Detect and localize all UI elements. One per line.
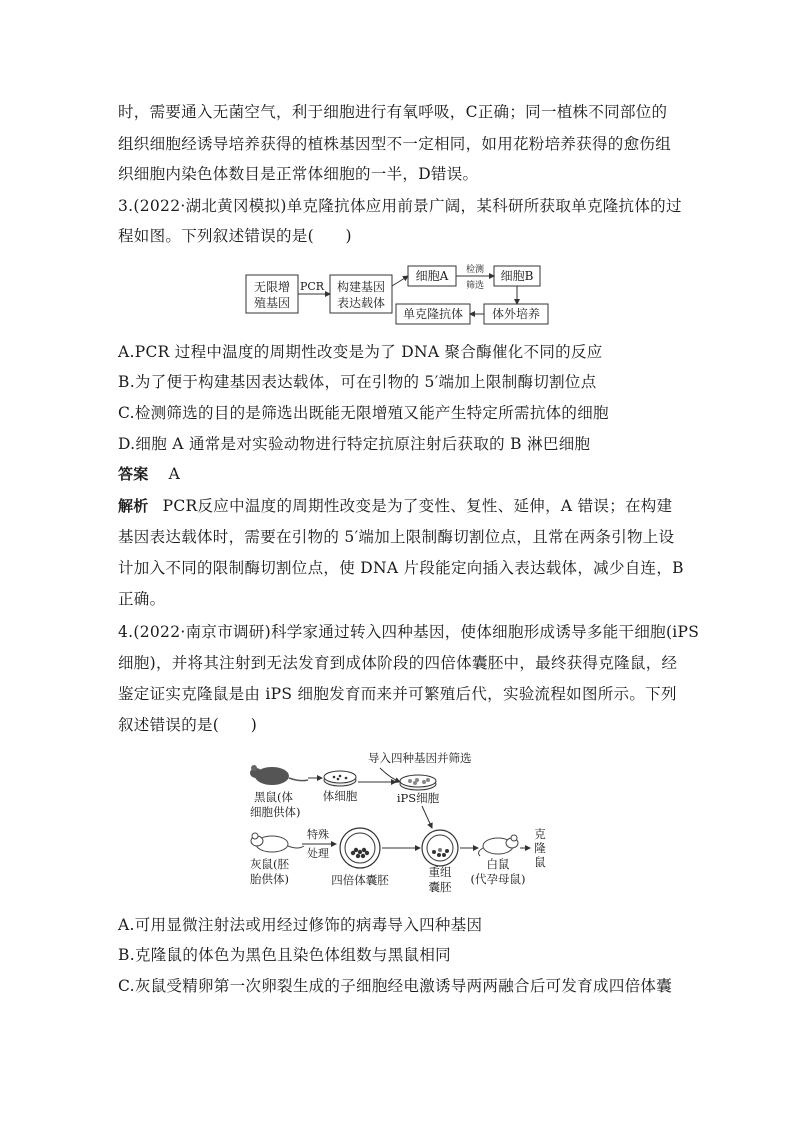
- petri-dish-icon: [400, 775, 436, 790]
- text-line: 时，需要通入无菌空气，利于细胞进行有氧呼吸，C正确；同一植株不同部位的: [118, 103, 668, 121]
- answer-line: [118, 464, 180, 484]
- arrow: [422, 806, 432, 828]
- diagram-label: 灰鼠(胚: [250, 857, 289, 871]
- box-label: 无限增: [253, 280, 291, 294]
- option-b: B.为了便于构建基因表达载体，可在引物的 5′端加上限制酶切割位点: [118, 373, 597, 391]
- arrow-label: 筛选: [465, 281, 485, 291]
- diagram-label: 鼠: [534, 855, 546, 869]
- box-label: 单克隆抗体: [402, 307, 464, 321]
- option-c: C.灰鼠受精卵第一次卵裂生成的子细胞经电激诱导两两融合后可发育成四倍体囊: [118, 977, 673, 995]
- explanation-line: [118, 496, 672, 516]
- diagram-label: 重组: [428, 865, 452, 879]
- question-3-stem: 3.(2022·湖北黄冈模拟)单克隆抗体应用前景广阔，某科研所获取单克隆抗体的过: [118, 197, 682, 215]
- option-a: A.PCR 过程中温度的周期性改变是为了 DNA 聚合酶催化不同的反应: [118, 343, 603, 361]
- box-label: 细胞A: [415, 269, 449, 283]
- diagram-label: 细胞供体): [250, 805, 301, 819]
- diagram-label: 囊胚: [428, 880, 452, 894]
- diagram-label: iPS细胞: [396, 791, 440, 805]
- explanation-label: 解析: [118, 497, 149, 515]
- petri-dish-icon: [324, 771, 356, 786]
- arrow: [380, 768, 400, 782]
- gray-mouse-icon: [251, 833, 304, 852]
- white-mouse-icon: [479, 835, 518, 856]
- question-4-stem: 叙述错误的是( ): [118, 716, 258, 734]
- diagram-label: 白鼠: [486, 857, 510, 871]
- blastocyst-icon: [340, 828, 380, 868]
- recombined-blastocyst-icon: [422, 830, 458, 866]
- question-4-stem: 鉴定证实克隆鼠是由 iPS 细胞发育而来并可繁殖后代，实验流程如图所示。下列: [118, 685, 677, 703]
- diagram-label: 四倍体囊胚: [331, 873, 389, 887]
- arrow-label: 特殊: [307, 828, 329, 841]
- diagram-label: 体细胞: [322, 789, 358, 803]
- flow-diagram-monoclonal: [240, 262, 560, 330]
- explanation-line: 正确。: [118, 590, 166, 608]
- diagram-label: 胎供体): [250, 872, 289, 886]
- text-line: 织细胞内染色体数目是正常体细胞的一半，D错误。: [118, 165, 479, 183]
- flow-diagram-clone-mouse: [240, 746, 560, 896]
- answer-value: A: [168, 465, 181, 483]
- black-mouse-icon: [250, 765, 308, 785]
- question-3-stem: 程如图。下列叙述错误的是( ): [118, 227, 352, 245]
- option-a: A.可用显微注射法或用经过修饰的病毒导入四种基因: [118, 916, 483, 934]
- option-d: D.细胞 A 通常是对实验动物进行特定抗原注射后获取的 B 淋巴细胞: [118, 435, 591, 453]
- box-label: 体外培养: [491, 307, 541, 321]
- box-label: 殖基因: [253, 296, 291, 310]
- diagram-label: (代孕母鼠): [470, 872, 526, 886]
- option-b: B.克隆鼠的体色为黑色且染色体组数与黑鼠相同: [118, 946, 451, 964]
- arrow-label: 处理: [307, 847, 329, 860]
- box-label: 细胞B: [500, 269, 534, 283]
- explanation-text: PCR反应中温度的周期性改变是为了变性、复性、延伸，A 错误；在构建: [162, 497, 673, 515]
- explanation-line: 基因表达载体时，需要在引物的 5′端加上限制酶切割位点，且常在两条引物上设: [118, 528, 675, 546]
- arrow-label: PCR: [299, 280, 325, 293]
- arrow: [392, 276, 408, 286]
- diagram-label: 黑鼠(体: [254, 790, 293, 804]
- explanation-line: 计加入不同的限制酶切割位点，使 DNA 片段能定向插入表达载体，减少自连，B: [118, 559, 684, 577]
- diagram-label: 克: [534, 827, 546, 841]
- answer-label: 答案: [118, 465, 149, 483]
- text-line: 组织细胞经诱导培养获得的植株基因型不一定相同，如用花粉培养获得的愈伤组: [118, 135, 672, 153]
- question-4-stem: 4.(2022·南京市调研)科学家通过转入四种基因，使体细胞形成诱导多能干细胞(iPS: [118, 623, 700, 641]
- diagram-label: 隆: [534, 841, 546, 855]
- arrow-label: 检测: [465, 265, 485, 275]
- box-label: 表达载体: [336, 296, 386, 310]
- box-label: 构建基因: [336, 280, 386, 294]
- question-4-stem: 细胞)，并将其注射到无法发育到成体阶段的四倍体囊胚中，最终获得克隆鼠，经: [118, 654, 678, 672]
- diagram-label: 导入四种基因并筛选: [368, 751, 472, 765]
- option-c: C.检测筛选的目的是筛选出既能无限增殖又能产生特定所需抗体的细胞: [118, 404, 609, 422]
